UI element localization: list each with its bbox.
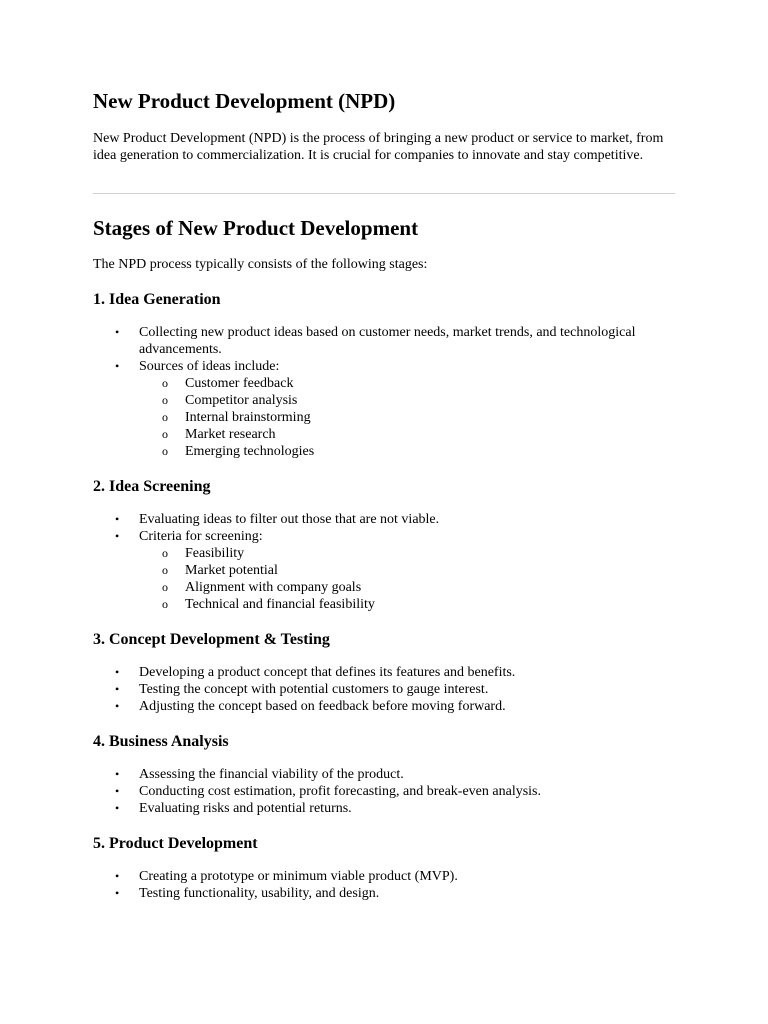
sub-list-item-text: Feasibility <box>185 546 245 561</box>
bullet-icon: • <box>115 665 120 679</box>
sub-list-item-text: Market research <box>185 427 276 442</box>
stage-3-list <box>93 664 675 715</box>
sub-list-item <box>139 562 675 579</box>
list-item <box>93 324 675 358</box>
page-title: New Product Development (NPD) <box>93 89 396 113</box>
bullet-icon: • <box>115 325 120 339</box>
list-item-text: Creating a prototype or minimum viable product (MVP). <box>139 869 458 884</box>
sub-list-item-text: Emerging technologies <box>185 444 315 459</box>
bullet-icon: • <box>115 784 120 798</box>
bullet-icon: • <box>115 801 120 815</box>
stages-heading: Stages of New Product Development <box>93 216 419 240</box>
sub-list-item-text: Alignment with company goals <box>185 580 362 595</box>
sub-list-item <box>139 409 675 426</box>
sub-list-item <box>139 375 675 392</box>
bullet-icon: • <box>115 886 120 900</box>
stage-5-heading: 5. Product Development <box>93 835 258 852</box>
sub-list-item <box>139 426 675 443</box>
stage-2-list <box>93 511 675 613</box>
list-item <box>93 681 675 698</box>
list-item <box>93 511 675 528</box>
list-item-text: Adjusting the concept based on feedback before moving forward. <box>139 699 506 714</box>
list-item-text: Sources of ideas include: <box>139 359 280 374</box>
list-item <box>93 766 675 783</box>
sub-list-item-text: Internal brainstorming <box>185 410 311 425</box>
circle-bullet-icon: o <box>162 376 168 390</box>
list-item-text: Developing a product concept that defines its features and benefits. <box>139 665 516 680</box>
bullet-icon: • <box>115 512 120 526</box>
bullet-icon: • <box>115 529 120 543</box>
intro-paragraph: New Product Development (NPD) is the process of bringing a new product or service to market, from idea generation to commercialization. It is crucial for companies to innovate and stay competitive. <box>93 131 664 163</box>
list-item-text: Conducting cost estimation, profit forecasting, and break-even analysis. <box>139 784 542 799</box>
bullet-icon: • <box>115 682 120 696</box>
bullet-icon: • <box>115 869 120 883</box>
list-item-text: Testing the concept with potential customers to gauge interest. <box>139 682 489 697</box>
stage-4-heading: 4. Business Analysis <box>93 733 229 750</box>
circle-bullet-icon: o <box>162 563 168 577</box>
bullet-icon: • <box>115 359 120 373</box>
circle-bullet-icon: o <box>162 444 168 458</box>
sub-list-item-text: Competitor analysis <box>185 393 298 408</box>
stage-1-list <box>93 324 675 460</box>
list-item-text: Criteria for screening: <box>139 529 263 544</box>
list-item-text: Collecting new product ideas based on customer needs, market trends, and technological advancements. <box>139 325 636 357</box>
list-item <box>93 783 675 800</box>
list-item-text: Assessing the financial viability of the product. <box>139 767 404 782</box>
list-item <box>93 868 675 885</box>
stage-2-sublist <box>139 545 675 613</box>
circle-bullet-icon: o <box>162 427 168 441</box>
sub-list-item-text: Market potential <box>185 563 278 578</box>
circle-bullet-icon: o <box>162 580 168 594</box>
list-item <box>93 528 675 613</box>
list-item <box>93 885 675 902</box>
list-item-text: Evaluating ideas to filter out those that are not viable. <box>139 512 440 527</box>
sub-list-item <box>139 579 675 596</box>
stage-1-heading: 1. Idea Generation <box>93 291 221 308</box>
circle-bullet-icon: o <box>162 546 168 560</box>
stages-lead: The NPD process typically consists of the following stages: <box>93 257 428 272</box>
sub-list-item <box>139 596 675 613</box>
circle-bullet-icon: o <box>162 410 168 424</box>
sub-list-item-text: Technical and financial feasibility <box>185 597 375 612</box>
sub-list-item <box>139 443 675 460</box>
stage-5-list <box>93 868 675 902</box>
list-item-text: Evaluating risks and potential returns. <box>139 801 352 816</box>
bullet-icon: • <box>115 767 120 781</box>
stage-3-heading: 3. Concept Development & Testing <box>93 631 330 648</box>
list-item <box>93 800 675 817</box>
list-item <box>93 358 675 460</box>
list-item <box>93 664 675 681</box>
list-item-text: Testing functionality, usability, and design. <box>139 886 380 901</box>
sub-list-item <box>139 545 675 562</box>
section-divider <box>93 193 675 194</box>
bullet-icon: • <box>115 699 120 713</box>
list-item <box>93 698 675 715</box>
document-page <box>93 86 675 902</box>
stage-2-heading: 2. Idea Screening <box>93 478 211 495</box>
circle-bullet-icon: o <box>162 597 168 611</box>
stage-4-list <box>93 766 675 817</box>
sub-list-item-text: Customer feedback <box>185 376 294 391</box>
stage-1-sublist <box>139 375 675 460</box>
sub-list-item <box>139 392 675 409</box>
circle-bullet-icon: o <box>162 393 168 407</box>
